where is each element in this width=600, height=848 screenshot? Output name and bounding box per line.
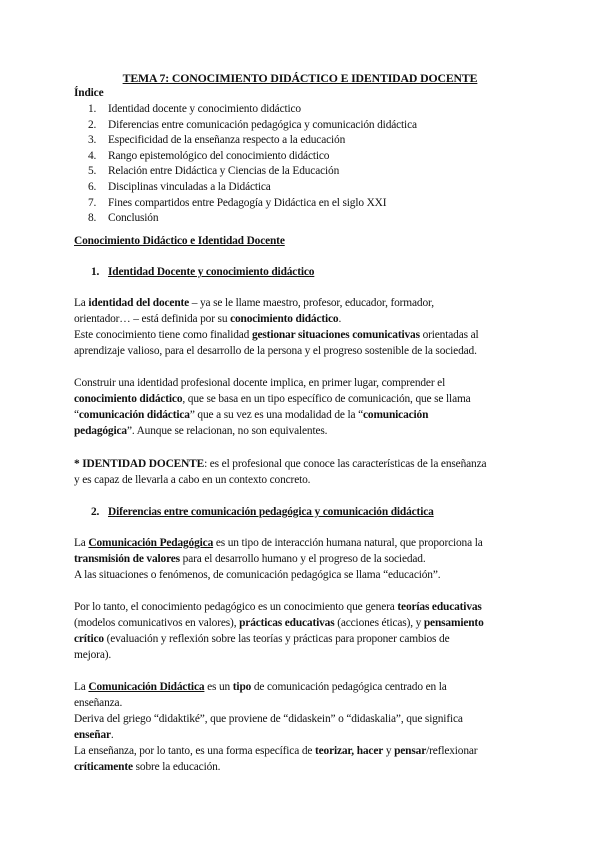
section-1-heading: 1. Identidad Docente y conocimiento didáctico — [91, 266, 315, 278]
s1-p3-line: * IDENTIDAD DOCENTE: es el profesional que conoce las características de la enseñanza — [74, 458, 487, 470]
s2-p2-line: crítico (evaluación y reflexión sobre las teorías y prácticas para proponer cambios de — [74, 633, 450, 645]
toc-item: 4. Rango epistemológico del conocimiento didáctico — [88, 149, 330, 162]
index-heading: Índice — [74, 87, 104, 99]
s2-p2-line: (modelos comunicativos en valores), prácticas educativas (acciones éticas), y pensamiento — [74, 617, 484, 629]
s2-p2-line: Por lo tanto, el conocimiento pedagógico es un conocimiento que genera teorías educativas — [74, 601, 482, 613]
toc-item: 1. Identidad docente y conocimiento didáctico — [88, 103, 301, 115]
table-of-contents — [88, 102, 417, 227]
s1-p1-line: orientador… – está definida por su conocimiento didáctico. — [74, 313, 342, 325]
toc-item: 2. Diferencias entre comunicación pedagógica y comunicación didáctica — [88, 118, 417, 131]
toc-item: 3. Especificidad de la enseñanza respecto a la educación — [88, 134, 346, 147]
s1-p1-line: aprendizaje valioso, para el desarrollo de la persona y el progreso sostenible de la sociedad. — [74, 345, 477, 357]
toc-item: 6. Disciplinas vinculadas a la Didáctica — [88, 180, 271, 193]
section-2-heading: 2. Diferencias entre comunicación pedagógica y comunicación didáctica — [91, 506, 434, 518]
s1-p1-line: Este conocimiento tiene como finalidad gestionar situaciones comunicativas orientadas al — [74, 329, 479, 341]
toc-item: 8. Conclusión — [88, 212, 159, 225]
s2-p3-line: enseñanza. — [74, 697, 123, 709]
section-title: Conocimiento Didáctico e Identidad Docente — [74, 235, 285, 247]
toc-item: 7. Fines compartidos entre Pedagogía y Didáctica en el siglo XXI — [88, 196, 387, 209]
s1-p2-line: pedagógica”. Aunque se relacionan, no son equivalentes. — [74, 425, 328, 437]
s2-p3-line: Deriva del griego “didaktiké”, que proviene de “didaskein” o “didaskalia”, que significa — [74, 713, 463, 725]
toc-item: 5. Relación entre Didáctica y Ciencias de la Educación — [88, 165, 340, 178]
s1-p3-line: y es capaz de llevarla a cabo en un contexto concreto. — [74, 474, 311, 486]
page-title: TEMA 7: CONOCIMIENTO DIDÁCTICO E IDENTIDAD DOCENTE — [122, 71, 478, 85]
s2-p1-line: transmisión de valores para el desarrollo humano y el progreso de la sociedad. — [74, 553, 426, 565]
s1-p2-line: Construir una identidad profesional docente implica, en primer lugar, comprender el — [74, 377, 446, 389]
s2-p3-line: enseñar. — [74, 729, 114, 741]
s2-p1-line: La Comunicación Pedagógica es un tipo de interacción humana natural, que proporciona la — [74, 537, 483, 549]
s1-p1-line: La identidad del docente – ya se le llame maestro, profesor, educador, formador, — [74, 297, 434, 309]
s2-p3-line: críticamente sobre la educación. — [74, 761, 221, 773]
s1-p2-line: “comunicación didáctica” que a su vez es una modalidad de la “comunicación — [74, 409, 429, 421]
s1-p2-line: conocimiento didáctico, que se basa en un tipo específico de comunicación, que se llama — [74, 393, 471, 405]
s2-p3-line: La enseñanza, por lo tanto, es una forma específica de teorizar, hacer y pensar/reflexionar — [74, 745, 478, 757]
s2-p1-line: A las situaciones o fenómenos, de comunicación pedagógica se llama “educación”. — [74, 569, 441, 581]
s2-p3-line: La Comunicación Didáctica es un tipo de comunicación pedagógica centrado en la — [74, 681, 447, 693]
s2-p2-line: mejora). — [74, 649, 112, 661]
